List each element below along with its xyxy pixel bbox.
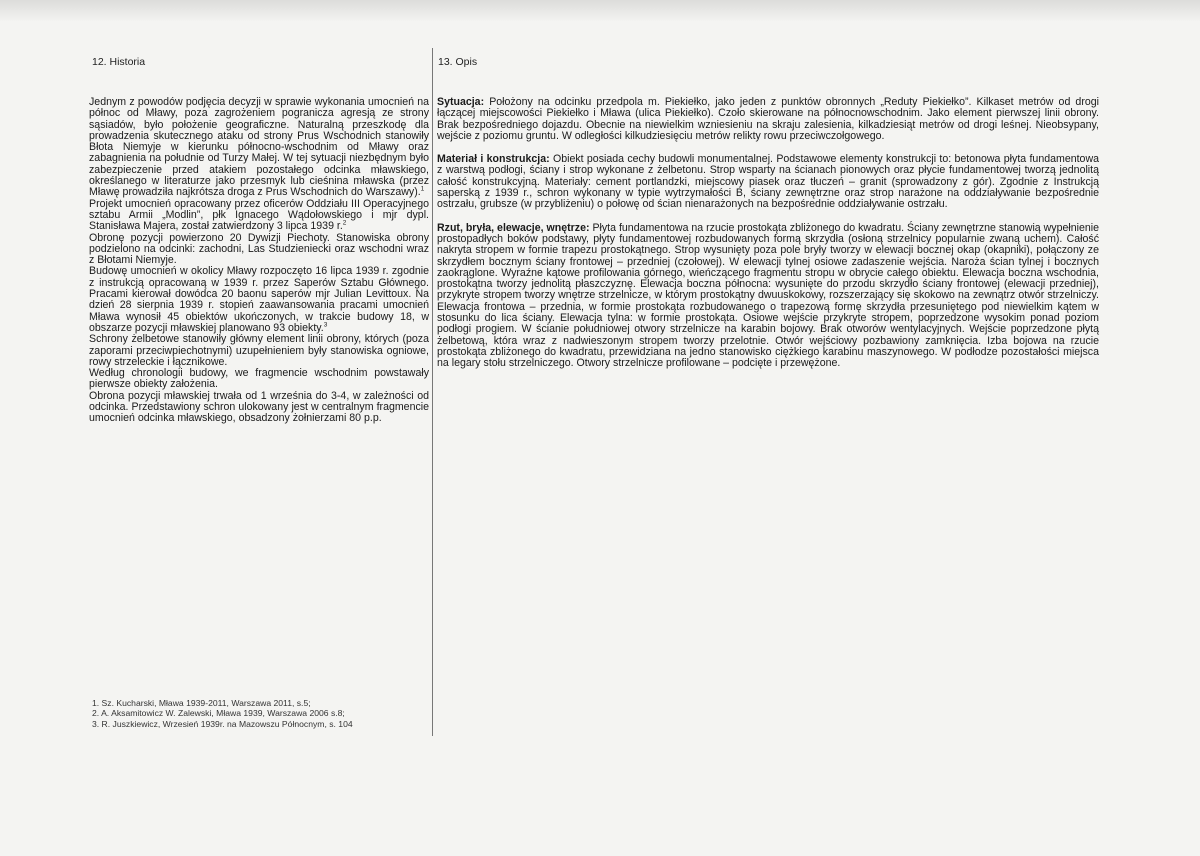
section-heading-history: 12. Historia: [92, 56, 146, 68]
history-paragraph: Obronę pozycji powierzono 20 Dywizji Piechoty. Stanowiska obrony podzielono na odcinki: zachodni, Las Studzieniecki oraz wschodni wraz z Błotami Niemyje.: [89, 231, 429, 267]
section-lead: Sytuacja:: [437, 96, 485, 108]
description-section-situation: Sytuacja: Położony na odcinku przedpola m. Piekiełko, jako jeden z punktów obronnych „Reduty Piekiełko”. Kilkaset metrów od drogi łączącej miejscowości Piekiełko i Mława (ulica Piekiełko). Czoło skierowane na północnowschodnim. Jako element pierwszej linii obrony. Brak bezpośredniego dojazdu. Obecnie na niewielkim wzniesieniu na skraju zalesienia, kilkadziesiąt metrów od drogi leśnej. Nieobsypany, wejście z poziomu gruntu. W odległości kilkudziesięciu metrów relikty rowu przeciwczołgowego.: [437, 96, 1099, 142]
history-paragraph: Schrony żelbetowe stanowiły główny element linii obrony, których (poza zaporami przeciwpiechotnymi) uzupełnieniem były stanowiska ogniowe, rowy strzeleckie i łącznikowe.: [89, 333, 429, 368]
description-section-material: Materiał i konstrukcja: Obiekt posiada cechy budowli monumentalnej. Podstawowe elementy konstrukcji to: betonowa płyta fundamentowa z warstwą podłogi, ściany i strop wykonane z żelbetonu. Strop wsparty na ścianach pionowych oraz płycie fundamentowej tworzą jednolitą całość konstrukcyjną. Materiały: cement portlandzki, miejscowy piasek oraz tłuczeń – granit (sprowadzony z gór). Zgodnie z Instrukcją saperską z 1939 r., schron wykonany w typie wytrzymałości B, ściany zewnętrzne oraz strop narażone na oddziaływanie bezpośrednie ostrzału, grubsze (w przybliżeniu) o połowę od ścian nienarażonych na bezpośrednie oddziaływanie ostrzału.: [437, 153, 1099, 211]
description-section-form: Rzut, bryła, elewacje, wnętrze: Płyta fundamentowa na rzucie prostokąta zbliżonego do kwadratu. Ściany zewnętrzne stanowią wypełnienie prostopadłych boków podstawy, płyty fundamentowej rozbudowanych formą skrzydła (osłoną strzelnicy popularnie zwaną uchem). Całość nakryta stropem w formie trapezu prostokątnego. Strop wysunięty poza pole bryły tworzy w elewacji bocznej okap (okapniki), połączony ze skrzydłem bocznym ściany frontowej – przedniej (czołowej). W elewacji tylnej osiowe zadaszenie wejścia. Naroża ścian tylnej i bocznych zaokrąglone. Wyraźne kątowe profilowania górnego, wieńczącego fragmentu stropu w obrycie całego obiektu. Elewacja boczna wschodnia, prostokątna tworzy jednolitą płaszczyznę. Elewacja boczna północna: wysunięte do przodu skrzydło ściany frontowej (elewacji przedniej), przykryte stropem tworzy wnętrze strzelnicze, w którym prostokątny dwuuskokowy, rozszerzający się skokowo na zewnątrz otwór strzelniczy. Elewacja frontowa – przednia, w formie prostokąta rozbudowanego o trapezową formę skrzydła przesuniętego pod niewielkim kątem w stosunku do lica ściany. Elewacja tylna: w formie prostokąta. Osiowe wejście przykryte stropem, poprzedzone wysokim ponad poziom podłogi progiem. W ścianie południowej otwory strzelnicze na karabin bojowy. Brak otworów wentylacyjnych. Wejście poprzedzone płytą żelbetową, która wraz z nadwieszonym stropem tworzy przelotnie. Otwór wejściowy pozbawiony zamknięcia. Izba bojowa na rzucie prostokąta zbliżonego do kwadratu, przewidziana na jedno stanowisko ciężkiego karabinu maszynowego. W podłodze pozostałości miejsca na legary stołu strzelniczego. Otwory strzelnicze profilowane – podcięte i przewężone.: [437, 221, 1099, 370]
section-heading-description: 13. Opis: [438, 56, 478, 68]
footnote-ref: 3: [323, 321, 328, 329]
history-paragraph: Budowę umocnień w okolicy Mławy rozpoczęto 16 lipca 1939 r. zgodnie z instrukcją opracowaną w 1939 r. przez Saperów Sztabu Głównego. Pracami kierował dowódca 20 baonu saperów mjr Julian Levittoux. Na dzień 28 sierpnia 1939 r. stopień zaawansowania pracami umocnień Mława wynosił 45 obiektów ukończonych, w trakcie budowy 18, w obszarze pozycji mławskiej planowano 93 obiekty.$^3$: [89, 265, 429, 334]
footnote: 2. A. Aksamitowicz W. Zalewski, Mława 1939, Warszawa 2006 s.8;: [92, 708, 345, 719]
history-paragraph: Jednym z powodów podjęcia decyzji w sprawie wykonania umocnień na północ od Mławy, poza zagrożeniem pogranicza agresją ze strony sąsiadów, było położenie geograficzne. Naturalną przeszkodę dla prowadzenia skutecznego ataku od strony Prus Wschodnich stanowiły Błota Niemyje w kierunku północno-wschodnim od Mławy oraz zabagnienia na południe od Turzy Małej. W tej sytuacji niezbędnym było zabezpieczenie przed atakiem pozostałego odcinka mławskiego, określanego w literaturze jako przesmyk lub cieśnina mławska (przez Mławę prowadziła najkrótsza droga z Prus Wschodnich do Warszawy).$^1$: [89, 96, 429, 199]
scan-top-shadow: [0, 0, 1200, 22]
footnote-ref: 2: [342, 219, 347, 227]
column-divider: [432, 48, 433, 736]
footnotes: [92, 698, 422, 729]
section-lead: Materiał i konstrukcja:: [437, 153, 550, 166]
footnote: 3. R. Juszkiewicz, Wrzesień 1939r. na Mazowszu Północnym, s. 104: [92, 718, 353, 729]
history-paragraph: Według chronologii budowy, we fragmencie wschodnim powstawały pierwsze obiekty założenia.: [89, 367, 429, 391]
description-column: [437, 97, 1099, 382]
section-lead: Rzut, bryła, elewacje, wnętrze:: [437, 221, 590, 234]
footnote: 1. Sz. Kucharski, Mława 1939-2011, Warszawa 2011, s.5;: [92, 698, 311, 708]
footnote-ref: 1: [420, 185, 425, 193]
history-column: [89, 97, 429, 425]
history-paragraph: Projekt umocnień opracowany przez oficerów Oddziału III Operacyjnego sztabu Armii „Modlin”, płk Ignacego Wądołowskiego i mjr dypl. Stanisława Majera, został zatwierdzony 3 lipca 1939 r.$^2$: [89, 197, 429, 233]
history-paragraph: Obrona pozycji mławskiej trwała od 1 września do 3-4, w zależności od odcinka. Przedstawiony schron ulokowany jest w centralnym fragmencie umocnień odcinka mławskiego, obsadzony żołnierzami 80 p.p.: [89, 389, 429, 425]
